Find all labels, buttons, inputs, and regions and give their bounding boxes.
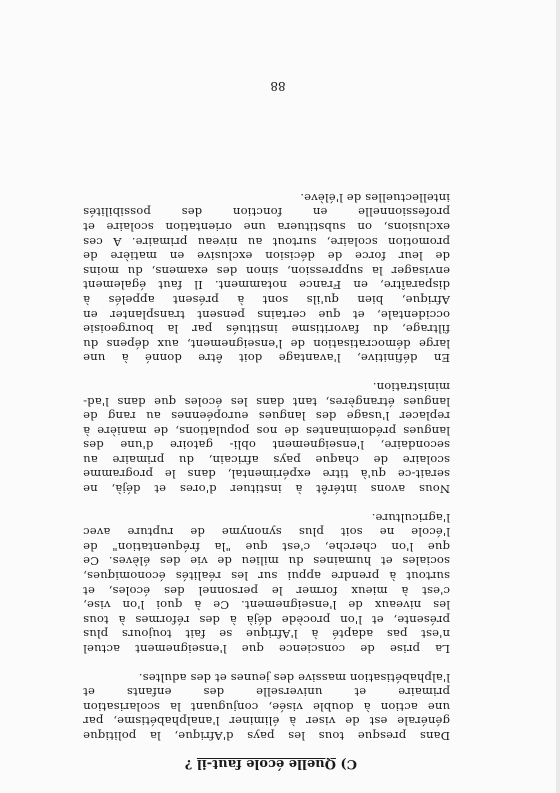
text-line: Nous avons intérêt à instituer d'ores et déjà, ne	[83, 482, 450, 497]
text-line: filtrage, du favoritisme institués par la bourgeoisie	[83, 322, 450, 337]
text-line: En définitive, l'avantage doit être donné à une	[83, 351, 450, 366]
text-line: l'école ne soit plus synonyme de rupture avec	[83, 525, 450, 540]
paragraph-2	[83, 510, 472, 656]
text-line: promotion scolaire, surtout au niveau primaire. A ces	[83, 234, 450, 249]
document-body	[83, 183, 472, 771]
text-line: large démocratisation de l'enseignement, aux dépens du	[83, 336, 450, 351]
text-line: Dans presque tous les pays d'Afrique, la politique	[83, 729, 450, 743]
text-line: c'est à mieux former le personnel des écoles, et	[83, 583, 450, 598]
heading-prefix: C)	[340, 756, 357, 771]
text-line: secondaire, l'enseignement obli- gatoire d'une des	[83, 438, 450, 453]
text-line: l'alphabétisation massive des jeunes et des adultes.	[138, 670, 450, 685]
text-line: n'est pas adapté à l'Afrique se fait toujours plus	[83, 627, 450, 642]
text-line: serait-ce qu'à titre expérimental, dans le programme	[83, 467, 450, 482]
text-line: La prise de conscience que l'enseignement actuel	[83, 642, 450, 657]
text-line: sociales et humaines du milieu de vie des élèves. Ce	[83, 554, 450, 569]
heading-suffix: ?	[184, 756, 193, 771]
text-line: langues prédominantes de nos populations, de manière à	[83, 423, 450, 438]
text-line: surtout à prendre appui sur les réalités économiques,	[83, 569, 450, 584]
text-line: intellectuelles de l'élève.	[300, 190, 450, 205]
text-line: replacer l'usage des langues européennes au rang de	[83, 409, 450, 424]
heading-title: Quelle école faut-il	[196, 756, 336, 771]
text-line: scolaire de chaque pays africain, du primaire au	[83, 452, 450, 467]
text-line: de leur force de décision exclusive en matière de	[83, 249, 450, 264]
text-line: une action à double visée, conjuguant la scolarisation	[83, 699, 450, 714]
paragraph-4	[83, 190, 472, 365]
text-line: les niveaux de l'enseignement. Ce à quoi l'on vise,	[83, 598, 450, 613]
text-line: exclusions, on substituera une orientation scolaire et	[83, 220, 450, 234]
text-line: Afrique, bien qu'ils sont à présent appelés à	[83, 292, 450, 307]
text-line: présente, et l'on procède déjà à des réformes à tous	[83, 612, 450, 627]
paragraph-1	[83, 670, 472, 743]
text-line: l'agriculture.	[371, 510, 450, 525]
text-line: disparaître, en France notamment. Il faut également	[83, 278, 450, 293]
text-line: professionnelle en fonction des possibilités	[83, 205, 450, 220]
text-line: langues étrangères, tant dans les écoles que dans l'ad-	[83, 394, 450, 409]
text-line: générale est de viser à éliminer l'analphabétisme, par	[83, 714, 450, 729]
section-heading	[83, 756, 357, 771]
paragraph-3	[83, 379, 472, 496]
text-line: primaire et universelle des enfants et	[83, 685, 450, 700]
text-line: envisager la suppression, sinon des examens, du moins	[83, 263, 450, 278]
text-line: ministration.	[372, 379, 450, 394]
text-line: que l'on cherche, c'est que "la fréquentation" de	[83, 539, 450, 554]
text-line: occidentale, et que certains pensent transplanter en	[83, 307, 450, 322]
page-number: 88	[270, 79, 286, 93]
